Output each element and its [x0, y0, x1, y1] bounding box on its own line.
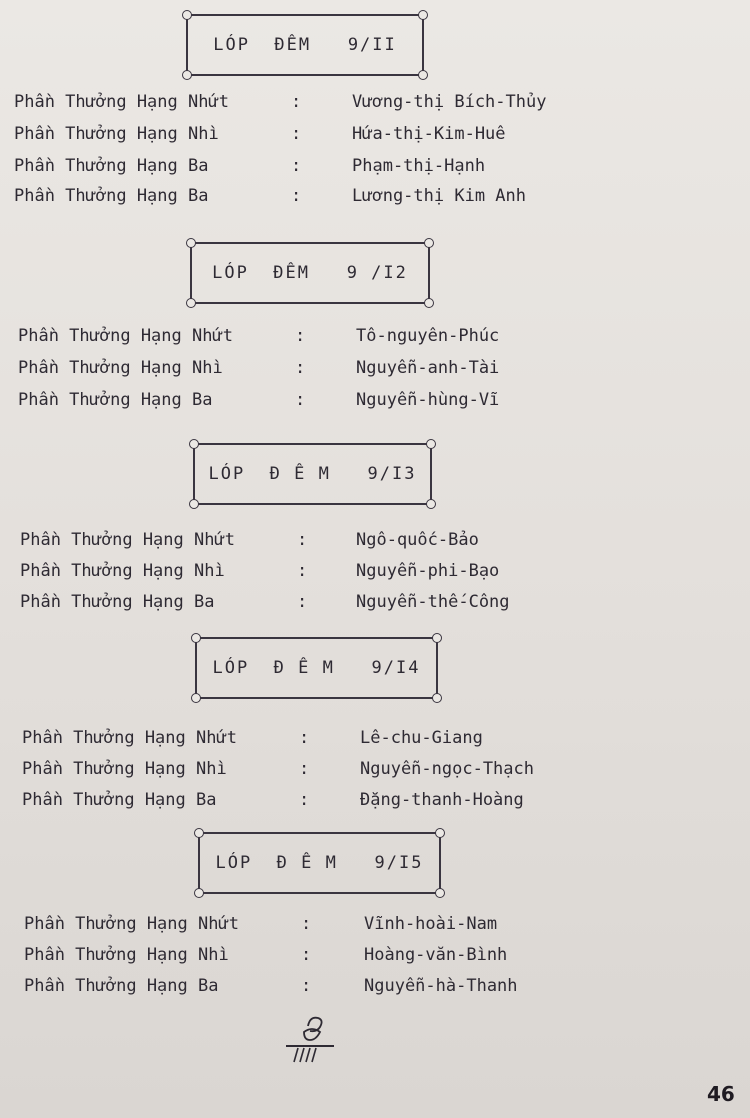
student-name: Ngô-quốc-Bảo [356, 530, 479, 550]
student-name: Hứa-thị-Kim-Huê [352, 124, 506, 144]
award-label: Phần Thưởng Hạng Nhứt [18, 326, 233, 346]
award-row [20, 530, 479, 558]
separator-colon: : [299, 728, 310, 748]
separator-colon: : [301, 976, 312, 996]
student-name: Nguyễn-hùng-Vĩ [356, 390, 500, 410]
class-title-box [186, 14, 424, 76]
student-name: Nguyễn-anh-Tài [356, 358, 500, 378]
class-title: LÓP ĐÊM 9/II [213, 35, 397, 55]
separator-colon: : [297, 561, 308, 581]
award-row [24, 945, 508, 973]
award-label: Phần Thưởng Hạng Nhì [22, 759, 227, 779]
award-label: Phần Thưởng Hạng Nhì [14, 124, 219, 144]
separator-colon: : [295, 358, 306, 378]
award-row [18, 390, 500, 418]
award-label: Phần Thưởng Hạng Ba [14, 186, 209, 206]
student-name: Nguyễn-thế-Công [356, 592, 510, 612]
class-title-box [193, 443, 432, 505]
award-row [18, 326, 500, 354]
separator-colon: : [291, 186, 302, 206]
class-title-box [195, 637, 438, 699]
student-name: Nguyễn-hà-Thanh [364, 976, 518, 996]
class-title: LÓP ĐÊM 9 /I2 [212, 263, 408, 283]
award-row [24, 914, 498, 942]
separator-colon: : [299, 759, 310, 779]
award-row [18, 358, 500, 386]
class-title-box [190, 242, 430, 304]
award-label: Phần Thưởng Hạng Ba [14, 156, 209, 176]
award-label: Phần Thưởng Hạng Nhứt [20, 530, 235, 550]
award-row [14, 156, 486, 184]
award-label: Phần Thưởng Hạng Ba [20, 592, 215, 612]
award-label: Phần Thưởng Hạng Ba [24, 976, 219, 996]
award-label: Phần Thưởng Hạng Nhứt [14, 92, 229, 112]
award-label: Phần Thưởng Hạng Nhì [24, 945, 229, 965]
class-title-box [198, 832, 441, 894]
award-row [14, 186, 526, 214]
student-name: Phạm-thị-Hạnh [352, 156, 486, 176]
award-row [20, 592, 510, 620]
separator-colon: : [297, 592, 308, 612]
separator-colon: : [297, 530, 308, 550]
student-name: Nguyễn-ngọc-Thạch [360, 759, 534, 779]
award-label: Phần Thưởng Hạng Ba [22, 790, 217, 810]
award-label: Phần Thưởng Hạng Nhứt [24, 914, 239, 934]
student-name: Đặng-thanh-Hoàng [360, 790, 524, 810]
award-row [14, 124, 506, 152]
student-name: Tô-nguyên-Phúc [356, 326, 500, 346]
separator-colon: : [299, 790, 310, 810]
student-name: Nguyễn-phi-Bạo [356, 561, 500, 581]
award-row [14, 92, 547, 120]
class-title: LÓP Đ Ê M 9/I5 [215, 853, 424, 873]
award-row [22, 790, 524, 818]
award-label: Phần Thưởng Hạng Ba [18, 390, 213, 410]
separator-colon: : [291, 92, 302, 112]
student-name: Lương-thị Kim Anh [352, 186, 526, 206]
award-row [22, 759, 534, 787]
separator-colon: : [291, 124, 302, 144]
award-label: Phần Thưởng Hạng Nhì [18, 358, 223, 378]
student-name: Vĩnh-hoài-Nam [364, 914, 498, 934]
student-name: Hoàng-văn-Bình [364, 945, 508, 965]
award-label: Phần Thưởng Hạng Nhì [20, 561, 225, 581]
student-name: Lê-chu-Giang [360, 728, 483, 748]
class-title: LÓP Đ Ê M 9/I3 [208, 464, 417, 484]
award-row [24, 976, 518, 1004]
student-name: Vương-thị Bích-Thủy [352, 92, 547, 112]
separator-colon: : [301, 914, 312, 934]
separator-colon: : [301, 945, 312, 965]
separator-colon: : [295, 326, 306, 346]
award-row [22, 728, 483, 756]
separator-colon: : [291, 156, 302, 176]
class-title: LÓP Đ Ê M 9/I4 [212, 658, 421, 678]
award-row [20, 561, 500, 589]
award-label: Phần Thưởng Hạng Nhứt [22, 728, 237, 748]
ornament-icon [280, 1008, 340, 1068]
page-number: 46 [707, 1082, 735, 1106]
separator-colon: : [295, 390, 306, 410]
